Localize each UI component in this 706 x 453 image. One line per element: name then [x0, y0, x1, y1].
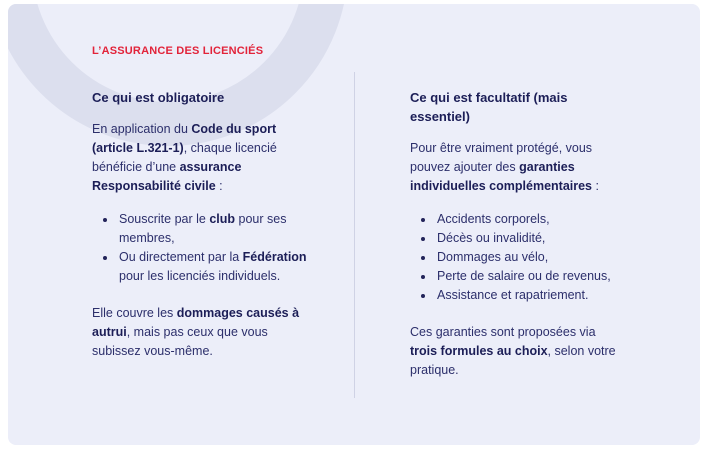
optional-outro: Ces garanties sont proposées via trois formules au choix, selon votre pratique.: [410, 325, 616, 377]
list-item: • Accidents corporels,: [435, 210, 622, 229]
mandatory-intro: En application du Code du sport (article L.321-1), chaque licencié bénéficie d’une assurance Responsabilité civile :: [92, 122, 277, 193]
mandatory-outro: Elle couvre les dommages causés à autrui, mais pas ceux que vous subissez vous-même.: [92, 306, 300, 358]
list-item: • Assistance et rapatriement.: [435, 286, 622, 305]
list-item: • Souscrite par le club pour ses membres,: [117, 210, 312, 248]
list-item: • Perte de salaire ou de revenus,: [435, 267, 622, 286]
column-divider: [354, 72, 355, 398]
optional-list: [410, 210, 622, 305]
optional-intro: Pour être vraiment protégé, vous pouvez ajouter des garanties individuelles complémentaires :: [410, 141, 599, 193]
optional-title: Ce qui est facultatif (mais essentiel): [410, 90, 568, 124]
insurance-info-card: [8, 4, 700, 445]
optional-column: [410, 88, 622, 380]
list-item: • Décès ou invalidité,: [435, 229, 622, 248]
list-item: • Ou directement par la Fédération pour les licenciés individuels.: [117, 248, 312, 286]
mandatory-title: Ce qui est obligatoire: [92, 90, 225, 105]
list-item: • Dommages au vélo,: [435, 248, 622, 267]
section-eyebrow: L’ASSURANCE DES LICENCIÉS: [92, 45, 264, 57]
mandatory-column: [92, 88, 312, 361]
mandatory-list: [92, 210, 312, 286]
